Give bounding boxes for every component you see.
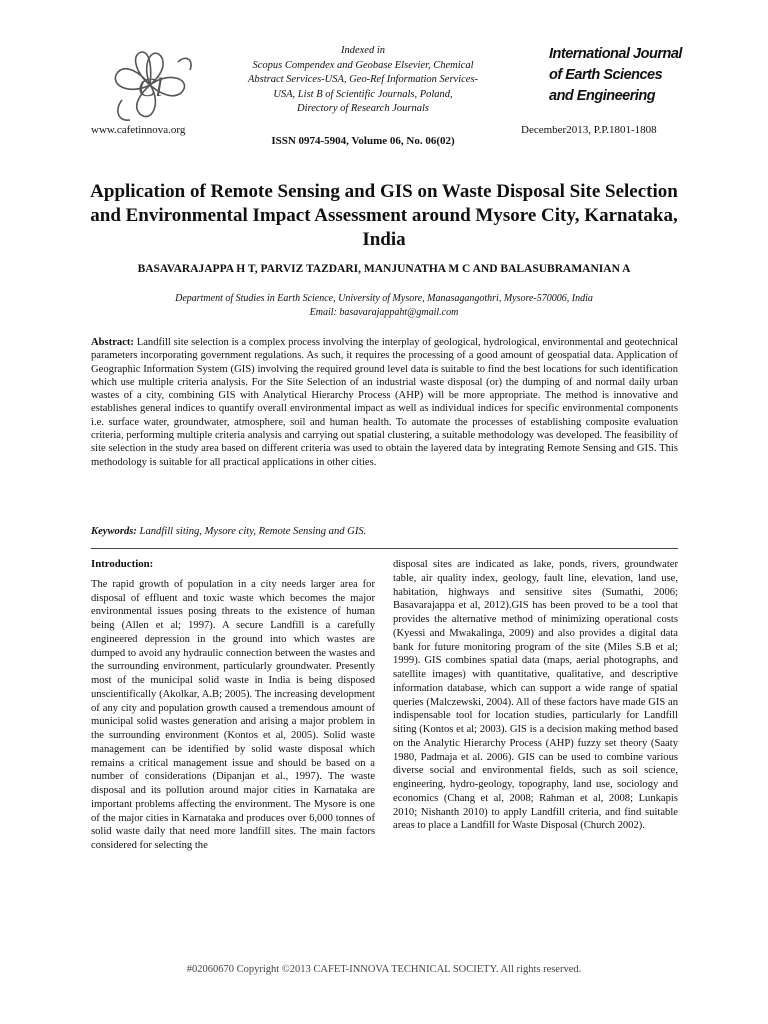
indexed-line: Directory of Research Journals bbox=[297, 103, 429, 114]
author-affiliation bbox=[88, 292, 680, 320]
keywords-text: Landfill siting, Mysore city, Remote Sensing and GIS. bbox=[136, 526, 367, 537]
department: Department of Studies in Earth Science, University of Mysore, Manasagangothri, Mysore-570006, India bbox=[175, 293, 593, 304]
journal-line: of Earth Sciences bbox=[549, 67, 663, 83]
indexed-line: USA, List B of Scientific Journals, Poland, bbox=[273, 88, 453, 100]
right-column bbox=[393, 558, 678, 833]
paper-title: Application of Remote Sensing and GIS on Waste Disposal Site Selection and Environmental Impact Assessment around Mysore City, Karnataka, India bbox=[90, 181, 678, 250]
left-column bbox=[91, 558, 375, 853]
indexed-line: Indexed in bbox=[340, 45, 386, 56]
issn-volume: ISSN 0974-5904, Volume 06, No. 06(02) bbox=[271, 135, 455, 147]
copyright-footer: #02060670 Copyright ©2013 CAFET-INNOVA TECHNICAL SOCIETY. All rights reserved. bbox=[186, 964, 582, 975]
journal-line: International Journal bbox=[549, 46, 682, 62]
keywords-label: Keywords: bbox=[91, 526, 137, 537]
journal-line: and Engineering bbox=[549, 88, 656, 104]
paper-authors: BASAVARAJAPPA H T, PARVIZ TAZDARI, MANJUNATHA M C AND BALASUBRAMANIAN A bbox=[137, 263, 631, 275]
journal-name bbox=[549, 44, 682, 107]
introduction-heading: Introduction: bbox=[91, 558, 154, 570]
issue-date-pages: December2013, P.P.1801-1808 bbox=[521, 124, 657, 136]
section-divider bbox=[91, 548, 678, 549]
site-url: www.cafetinnova.org bbox=[91, 124, 186, 136]
author-email: Email: basavarajappaht@gmail.com bbox=[309, 307, 459, 318]
indexing-info bbox=[218, 44, 508, 117]
indexed-line: Scopus Compendex and Geobase Elsevier, Chemical bbox=[252, 59, 474, 71]
introduction-text-right: disposal sites are indicated as lake, ponds, rivers, groundwater table, air quality index, geology, fault line, elevation, land use, habitation, highways and sensitive sites (Sumathi, 2006; Basavarajappa et al, 2012).GIS has been proved to be a tool that provides the alternative method of minimizing operational costs (Kyessi and Mwakalinga, 2009) and also provides a digital data bank for future monitoring program of the site (Miles S.B et al; 1999). GIS combines spatial data (maps, aerial photographs, and satellite images) with quantitative, qualitative, and descriptive information database, which can support a wide range of spatial queries (Malczewski, 2004). All of these factors have made GIS an indispensable tool for location studies, particularly for Landfill siting (Kontos et al; 2003). GIS is a decision making method based on the Analytic Hierarchy Process (AHP) fuzzy set theory (Saaty 1980, Padmaja et al. 2006). GIS can be used to combine various diverse social and environmental fields, such as soil science, engineering, hydro-geology, topography, land use, sociology and economics (Chang et al, 2008; Rahman et al, 2008; Lunkapis 2010; Nishanth 2010) to apply Landfill criteria, and find suitable areas to place a Landfill for Waste Disposal (Church 2002). bbox=[393, 559, 678, 832]
abstract-label: Abstract: bbox=[91, 337, 134, 348]
cafet-innova-logo-icon bbox=[100, 40, 200, 130]
introduction-text-left: The rapid growth of population in a city needs larger area for disposal of effluent and toxic waste which becomes the major environmental issues posing threats to the existence of human being (Allen et al; 1997). A secure Landfill is a carefully engineered depression in the ground into which wastes are dumped to avoid any hydraulic connection between the wastes and the surrounding environment, particularly groundwater. Presently most of the municipal solid waste in India is being disposed unscientifically (Akolkar, A.B; 2005). The increasing development of any city and population growth caused a tremendous amount of municipal solid wastes generation and arising a major problem in the surrounding environment (Kontos et al, 2005). Solid waste management can be identified by solid waste disposal which remains a critical management issue and should be based on a number of considerations (Dipanjan et al., 1997). The waste disposal and its pollution around major cities in Karnataka are important problems affecting the environment. The Mysore is one of the major cities in Karnataka and produces over 6,000 tonnes of solid waste daily that need more landfill sites. The main factors considered for selecting the bbox=[91, 578, 375, 851]
keywords bbox=[91, 525, 678, 539]
indexed-line: Abstract Services-USA, Geo-Ref Information Services- bbox=[247, 74, 479, 85]
abstract bbox=[91, 336, 678, 469]
svg-text:Cl: Cl bbox=[138, 73, 163, 102]
abstract-text: Landfill site selection is a complex process involving the interplay of geological, hydrological, environmental and geotechnical parameters incorporating government regulations. As such, it requires the processing of a good amount of geospatial data. Application of Geographic Information System (GIS) involving the required ground level data is suitable to find the best locations for such identification which use multiple criteria analysis. For the Site Selection of an industrial waste disposal (or) the dumping of and normal daily urban wastes of a city, combining GIS with Analytical Hierarchy Process (AHP) will be more appropriate. The method is innovative and establishes general indices to quantify overall environmental impact as well as individual indices for specific environmental components i.e. surface water, groundwater, atmosphere, soil and human health. To automate the processes of establishing composite evaluation criteria, performing multiple criteria analysis and carrying out spatial clustering, a suitable methodology was developed. The feasibility of site selection in the study area based on different criteria was used to obtain the layered data by integrating Remote Sensing and GIS. This methodology is suitable for all practical applications in other cities. bbox=[91, 337, 678, 468]
